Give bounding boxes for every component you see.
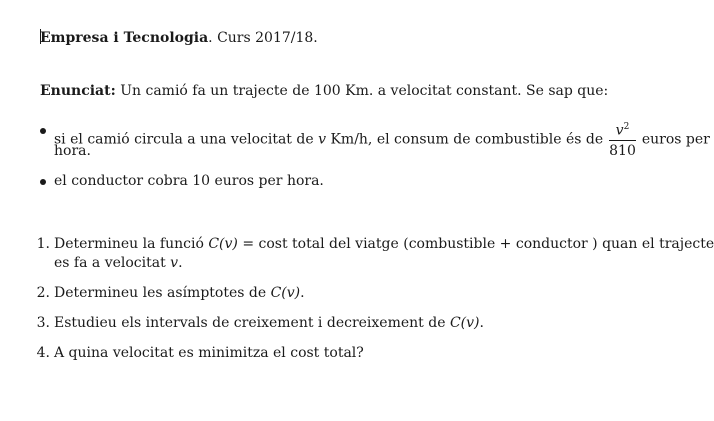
problem-statement bbox=[40, 83, 608, 99]
item-number: 3. bbox=[36, 315, 50, 331]
item-number: 1. bbox=[36, 236, 50, 252]
item-number: 2. bbox=[36, 285, 50, 301]
item-text-part: = cost total del viatge (combustible + conductor ) quan el trajecte bbox=[242, 236, 714, 252]
statement-text: Un camió fa un trajecte de 100 Km. a velocitat constant. Se sap que: bbox=[120, 83, 609, 99]
bullet-text bbox=[54, 122, 710, 157]
item-number: 4. bbox=[36, 345, 50, 361]
bullet-item bbox=[40, 173, 650, 193]
math-expression: C(v) bbox=[208, 236, 238, 252]
math-expression: C(v) bbox=[449, 315, 480, 331]
fraction-numerator bbox=[609, 123, 636, 141]
bullet-dot bbox=[40, 128, 46, 134]
item-text-part: es fa a velocitat bbox=[54, 255, 166, 271]
bullet-continuation bbox=[54, 143, 91, 159]
item-text: A quina velocitat es minimitza el cost total? bbox=[54, 345, 364, 361]
math-variable: v bbox=[318, 131, 327, 148]
item-text-part: . bbox=[178, 255, 183, 271]
bullet-text-part: si el camió circula a una velocitat de bbox=[54, 131, 314, 148]
bullet-text: el conductor cobra 10 euros per hora. bbox=[54, 173, 324, 189]
item-text bbox=[54, 315, 484, 331]
item-text bbox=[54, 285, 305, 301]
bullet-text-part: hora. bbox=[54, 143, 91, 159]
course-year: . Curs 2017/18. bbox=[208, 30, 318, 46]
bullet-item bbox=[40, 122, 710, 162]
numerator-var: v bbox=[615, 122, 624, 139]
numerator-exponent: 2 bbox=[623, 122, 630, 132]
fraction bbox=[609, 123, 636, 158]
math-expression: C(v) bbox=[270, 285, 301, 301]
item-text bbox=[54, 236, 714, 252]
item-text-part: . bbox=[300, 285, 305, 301]
fraction-denominator: 810 bbox=[609, 142, 636, 159]
item-text bbox=[54, 255, 183, 271]
statement-label: Enunciat: bbox=[40, 83, 116, 99]
item-text-part: Estudieu els intervals de creixement i decreixement de bbox=[54, 315, 446, 331]
document-header bbox=[40, 29, 318, 46]
item-text-part: Determineu les asímptotes de bbox=[54, 285, 267, 301]
course-name: Empresa i Tecnologia bbox=[40, 30, 209, 46]
item-text-part: Determineu la funció bbox=[54, 236, 204, 252]
bullet-text-part: Km/h, el consum de combustible és de bbox=[330, 131, 604, 148]
bullet-text-part: euros per bbox=[641, 131, 710, 148]
bullet-dot bbox=[40, 179, 46, 185]
item-text-part: . bbox=[479, 315, 484, 331]
math-variable: v bbox=[170, 255, 179, 271]
